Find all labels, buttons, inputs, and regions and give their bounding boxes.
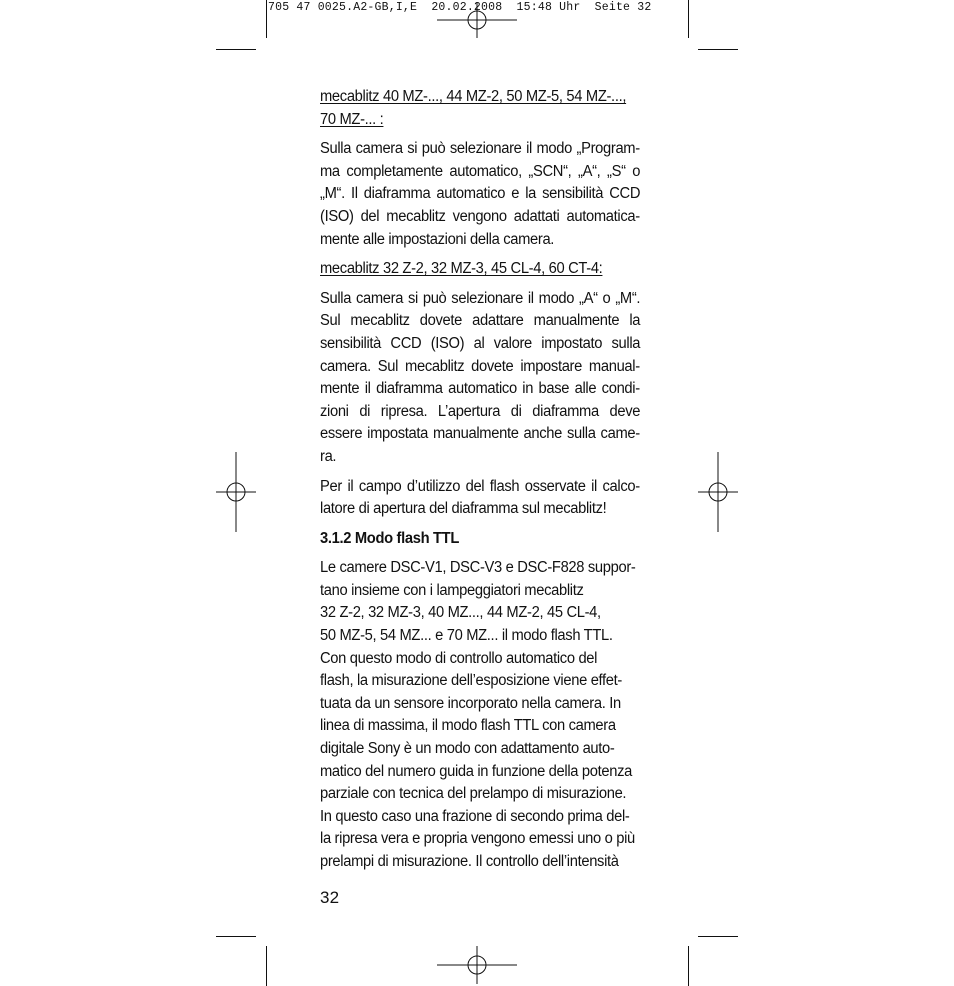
paragraph-flash-range: Per il campo d’utilizzo del flash osservate il calcolatore di apertura del diaframma sul mecablitz!	[320, 477, 641, 518]
text-line: linea di massima, il modo flash TTL con camera	[320, 717, 616, 735]
section-heading-ttl: 3.1.2 Modo flash TTL	[320, 529, 459, 547]
paragraph-auto-modes: Sulla camera si può selezionare il modo „Programma completamente automatico, „SCN“, „A“, „S“ o „M“. Il diaframma automatico e la sensibilità CCD (ISO) del mecablitz vengono adattati automaticamente alle impostazioni della camera.	[320, 140, 641, 248]
text-line: 32 Z-2, 32 MZ-3, 40 MZ..., 44 MZ-2, 45 CL-4,	[320, 604, 601, 622]
models-heading-group-1: mecablitz 40 MZ-..., 44 MZ-2, 50 MZ-5, 54 MZ-..., 70 MZ-... :	[320, 88, 627, 128]
registration-mark-top	[437, 2, 517, 38]
text-line: prelampi di misurazione. Il controllo dell’intensità	[320, 853, 619, 870]
page-body	[320, 86, 640, 881]
text-line: digitale Sony è un modo con adattamento auto-	[320, 740, 615, 758]
registration-mark-left	[216, 452, 256, 532]
text-line: 50 MZ-5, 54 MZ... e 70 MZ... il modo flash TTL.	[320, 627, 613, 645]
text-line: Con questo modo di controllo automatico del	[320, 649, 598, 667]
text-line: Le camere DSC-V1, DSC-V3 e DSC-F828 suppor-	[320, 559, 636, 577]
text-line: In questo caso una frazione di secondo prima del-	[320, 807, 630, 825]
text-line: tuata da un sensore incorporato nella camera. In	[320, 694, 621, 712]
text-line: matico del numero guida in funzione della potenza	[320, 762, 632, 780]
registration-mark-right	[698, 452, 738, 532]
text-line: la ripresa vera e propria vengono emessi uno o più	[320, 830, 635, 848]
paragraph-manual-modes: Sulla camera si può selezionare il modo „A“ o „M“. Sul mecablitz dovete adattare manualmente la sensibilità CCD (ISO) al valore impostato sulla camera. Sul mecablitz dovete impostare manualmente il diaframma automatico in base alle condizioni di ripresa. L’apertura di diaframma deve essere impostata manualmente anche sulla camera.	[320, 289, 641, 465]
paragraph-ttl-mode	[320, 557, 640, 873]
print-header-line: 705 47 0025.A2-GB,I,E 20.02.2008 15:48 Uhr Seite 32	[268, 1, 652, 14]
text-line: parziale con tecnica del prelampo di misurazione.	[320, 785, 627, 803]
models-heading-group-2: mecablitz 32 Z-2, 32 MZ-3, 45 CL-4, 60 CT-4:	[320, 260, 603, 278]
text-line: tano insieme con i lampeggiatori mecablitz	[320, 581, 584, 599]
page-number: 32	[320, 888, 340, 907]
registration-mark-bottom	[437, 946, 517, 984]
text-line: flash, la misurazione dell’esposizione viene effet-	[320, 672, 622, 690]
